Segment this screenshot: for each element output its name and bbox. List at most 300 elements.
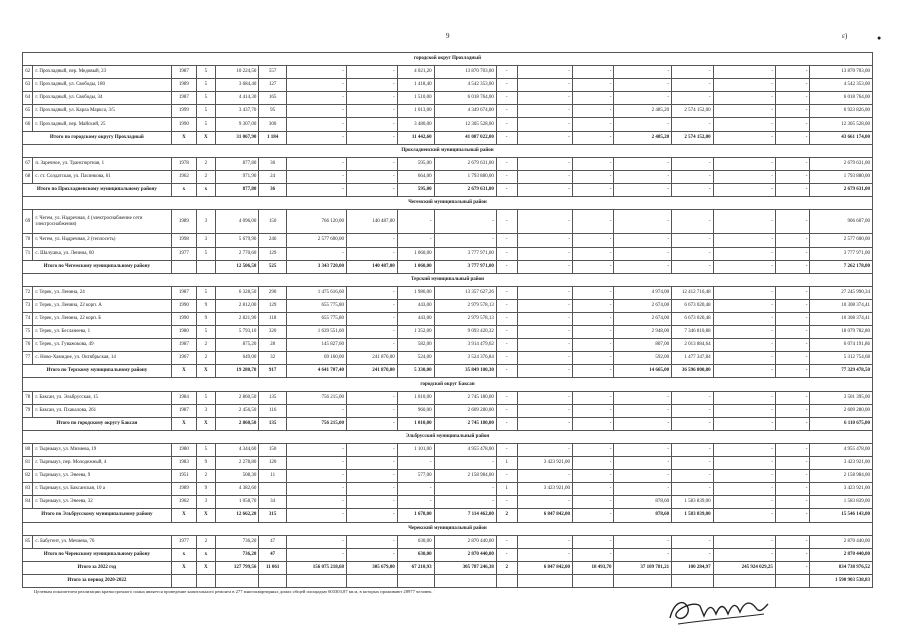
table-row xyxy=(23,79,873,92)
cell-c9: 2 013 884,64 xyxy=(672,339,714,352)
grand-res: 11 061 xyxy=(259,561,287,574)
table-row xyxy=(23,352,873,365)
cell-c2: - xyxy=(346,79,397,92)
cell-c7: - xyxy=(572,470,614,483)
row-number: 66 xyxy=(23,118,33,131)
cell-c3: 582,00 xyxy=(397,339,434,352)
total-c1: - xyxy=(287,509,347,522)
total-c7: - xyxy=(572,509,614,522)
row-number: 72 xyxy=(23,286,33,299)
cell-c2: - xyxy=(346,391,397,404)
total-c11: - xyxy=(775,548,810,561)
total-c4: 35 849 100,30 xyxy=(434,365,496,378)
table-row xyxy=(23,247,873,260)
section-title: Черекский муниципальный район xyxy=(23,522,873,535)
section-header xyxy=(23,522,873,535)
cell-total: 1 583 839,00 xyxy=(810,496,873,509)
cell-floors: 3 xyxy=(197,234,215,247)
grand-floors: X xyxy=(197,561,215,574)
cell-c1: 69 160,00 xyxy=(287,352,347,365)
total-total: 7 262 178,00 xyxy=(810,260,873,273)
cell-c10: - xyxy=(713,234,775,247)
total-c4: 2 679 631,00 xyxy=(434,183,496,196)
total-c11: - xyxy=(775,260,810,273)
cell-c9: 2 574 152,00 xyxy=(672,105,714,118)
total-c4: 2 870 440,00 xyxy=(434,548,496,561)
row-number: 69 xyxy=(23,210,33,234)
grand-c7: 18 493,70 xyxy=(572,561,614,574)
cell-area: 6 328,50 xyxy=(215,286,259,299)
cell-c8: - xyxy=(614,470,672,483)
cell-c7: - xyxy=(572,234,614,247)
cell-c10: - xyxy=(713,170,775,183)
cell-c8: 2 485,20 xyxy=(614,105,672,118)
cell-area: 2 770,60 xyxy=(215,247,259,260)
total-year: X xyxy=(171,417,196,430)
total-c5: - xyxy=(496,183,517,196)
cell-c11: - xyxy=(775,313,810,326)
cell-c8: - xyxy=(614,170,672,183)
cell-c9: - xyxy=(672,457,714,470)
row-number: 68 xyxy=(23,170,33,183)
cell-total: 6 923 826,00 xyxy=(810,105,873,118)
cell-year: 1967 xyxy=(171,352,196,365)
cell-c5: - xyxy=(496,535,517,548)
grand-c9 xyxy=(672,574,714,587)
cell-c7: - xyxy=(572,457,614,470)
cell-total: 3 423 921,00 xyxy=(810,483,873,496)
total-label: Итого по Терскому муниципальному району xyxy=(23,365,172,378)
cell-c1: - xyxy=(287,170,347,183)
row-number: 82 xyxy=(23,470,33,483)
address-cell: г. Тырныауз, ул. Мизиева, 19 xyxy=(33,443,171,456)
total-total: 6 110 675,00 xyxy=(810,417,873,430)
table-row xyxy=(23,470,873,483)
cell-c5: - xyxy=(496,234,517,247)
total-total: 2 679 631,00 xyxy=(810,183,873,196)
address-cell: г. Терек, ул. Бесланеева, 1 xyxy=(33,326,171,339)
cell-area: 736,20 xyxy=(215,535,259,548)
section-title: Чегемский муниципальный район xyxy=(23,197,873,210)
cell-c5: - xyxy=(496,105,517,118)
cell-c4: 13 870 703,00 xyxy=(434,66,496,79)
cell-res: 246 xyxy=(259,234,287,247)
cell-area: 5 793,10 xyxy=(215,326,259,339)
cell-c3: - xyxy=(397,457,434,470)
cell-area: 1 058,70 xyxy=(215,496,259,509)
cell-c7: - xyxy=(572,391,614,404)
cell-c5: 1 xyxy=(496,483,517,496)
total-label: Итого по городскому округу Прохладный xyxy=(23,131,172,144)
cell-c10: - xyxy=(713,66,775,79)
cell-c7: - xyxy=(572,313,614,326)
total-c7: - xyxy=(572,365,614,378)
grand-c8 xyxy=(614,574,672,587)
total-c7: - xyxy=(572,548,614,561)
total-c6: 6 847 842,00 xyxy=(517,509,572,522)
grand-c11 xyxy=(775,574,810,587)
cell-c2: - xyxy=(346,443,397,456)
cell-c10: - xyxy=(713,157,775,170)
cell-c6: - xyxy=(517,313,572,326)
total-year: X xyxy=(171,131,196,144)
total-res: 525 xyxy=(259,260,287,273)
total-c1: 756 215,00 xyxy=(287,417,347,430)
cell-c6: - xyxy=(517,496,572,509)
grand-floors xyxy=(197,574,215,587)
cell-c11: - xyxy=(775,457,810,470)
cell-c11: - xyxy=(775,299,810,312)
cell-c5: - xyxy=(496,79,517,92)
row-number: 71 xyxy=(23,247,33,260)
cell-total: 10 308 374,41 xyxy=(810,299,873,312)
total-c4: 2 745 180,00 xyxy=(434,417,496,430)
total-area: 2 860,50 xyxy=(215,417,259,430)
cell-floors: 5 xyxy=(197,118,215,131)
cell-c8: - xyxy=(614,391,672,404)
total-c2: - xyxy=(346,548,397,561)
cell-res: 129 xyxy=(259,299,287,312)
cell-c6: - xyxy=(517,118,572,131)
row-number: 73 xyxy=(23,299,33,312)
cell-c4: 2 609 280,00 xyxy=(434,404,496,417)
cell-c4: - xyxy=(434,234,496,247)
cell-c3: 595,00 xyxy=(397,157,434,170)
row-number: 75 xyxy=(23,326,33,339)
grand-c11: - xyxy=(775,561,810,574)
total-floors: x xyxy=(197,183,215,196)
cell-floors: 5 xyxy=(197,286,215,299)
cell-c1: - xyxy=(287,457,347,470)
total-c6: - xyxy=(517,183,572,196)
total-c10: - xyxy=(713,260,775,273)
cell-c5: - xyxy=(496,313,517,326)
total-c6: - xyxy=(517,365,572,378)
cell-res: 300 xyxy=(259,118,287,131)
cell-c2: - xyxy=(346,326,397,339)
grand-total-row xyxy=(23,574,873,587)
total-year xyxy=(171,260,196,273)
total-c4: 7 114 462,00 xyxy=(434,509,496,522)
cell-c1: - xyxy=(287,483,347,496)
cell-res: 135 xyxy=(259,391,287,404)
cell-area: 649,00 xyxy=(215,352,259,365)
total-c10: - xyxy=(713,417,775,430)
section-total-row xyxy=(23,260,873,273)
cell-c1: - xyxy=(287,79,347,92)
cell-floors: 5 xyxy=(197,79,215,92)
cell-year: 1990 xyxy=(171,299,196,312)
cell-c7: - xyxy=(572,326,614,339)
cell-year: 1977 xyxy=(171,535,196,548)
cell-c1: - xyxy=(287,118,347,131)
row-number: 81 xyxy=(23,457,33,470)
cell-total: 2 870 440,00 xyxy=(810,535,873,548)
table-row xyxy=(23,286,873,299)
cell-total: 4 542 353,00 xyxy=(810,79,873,92)
cell-c6: - xyxy=(517,210,572,234)
cell-c5: - xyxy=(496,170,517,183)
capital-repair-table xyxy=(22,52,873,588)
footnote: Целевым показателем реализации краткосрочного плана является проведение капитального ремонта в 277 многоквартирных домах общей площадью 603303,87 кв.м, в которых проживают 28977 человек. xyxy=(34,589,433,594)
total-c9: 36 596 800,80 xyxy=(672,365,714,378)
cell-c11: - xyxy=(775,535,810,548)
cell-c9: - xyxy=(672,483,714,496)
grand-c6: 6 847 842,00 xyxy=(517,561,572,574)
cell-c10: - xyxy=(713,352,775,365)
cell-c4: 2 979 578,13 xyxy=(434,313,496,326)
cell-c10: - xyxy=(713,118,775,131)
cell-c9: - xyxy=(672,210,714,234)
cell-floors: 9 xyxy=(197,483,215,496)
table-row xyxy=(23,339,873,352)
cell-c9: - xyxy=(672,234,714,247)
cell-year: 1987 xyxy=(171,339,196,352)
cell-c8: - xyxy=(614,92,672,105)
cell-c1: - xyxy=(287,157,347,170)
total-c8: - xyxy=(614,183,672,196)
grand-total: 1 590 903 538,83 xyxy=(810,574,873,587)
cell-c10: - xyxy=(713,457,775,470)
cell-res: 165 xyxy=(259,92,287,105)
cell-year: 1990 xyxy=(171,313,196,326)
cell-area: 9 307,00 xyxy=(215,118,259,131)
cell-c3: 1 060,00 xyxy=(397,247,434,260)
cell-c5: - xyxy=(496,210,517,234)
cell-res: 24 xyxy=(259,170,287,183)
table-row xyxy=(23,66,873,79)
grand-year: X xyxy=(171,561,196,574)
cell-c4: - xyxy=(434,210,496,234)
cell-c8: 2 674,00 xyxy=(614,299,672,312)
cell-floors: 2 xyxy=(197,170,215,183)
cell-total: 1 793 880,00 xyxy=(810,170,873,183)
cell-c9: 6 673 020,48 xyxy=(672,313,714,326)
table-row xyxy=(23,105,873,118)
cell-c8: - xyxy=(614,234,672,247)
cell-c2: 140 487,00 xyxy=(346,210,397,234)
cell-total: 4 955 478,00 xyxy=(810,443,873,456)
grand-c5: 2 xyxy=(496,561,517,574)
cell-c1: - xyxy=(287,247,347,260)
total-c11: - xyxy=(775,131,810,144)
row-number: 79 xyxy=(23,404,33,417)
total-total: 43 661 174,00 xyxy=(810,131,873,144)
table-row xyxy=(23,313,873,326)
cell-c6: - xyxy=(517,286,572,299)
total-year: X xyxy=(171,365,196,378)
grand-c5 xyxy=(496,574,517,587)
address-cell: г. Прохладный, ул. Карла Маркса, 3/5 xyxy=(33,105,171,118)
cell-c5: - xyxy=(496,470,517,483)
table-row xyxy=(23,210,873,234)
section-header xyxy=(23,197,873,210)
total-total: 2 870 440,00 xyxy=(810,548,873,561)
address-cell: г. Прохладный, ул. Свободы, 180 xyxy=(33,79,171,92)
total-c4: 41 087 022,00 xyxy=(434,131,496,144)
cell-res: 127 xyxy=(259,79,287,92)
total-c9: - xyxy=(672,417,714,430)
address-cell: г. Терек, ул. Ленина, 22 корп. Б xyxy=(33,313,171,326)
cell-c3: - xyxy=(397,496,434,509)
cell-c8: 878,60 xyxy=(614,496,672,509)
cell-floors: 5 xyxy=(197,443,215,456)
cell-c11: - xyxy=(775,92,810,105)
total-res: 36 xyxy=(259,183,287,196)
total-area: 877,80 xyxy=(215,183,259,196)
cell-c5: - xyxy=(496,496,517,509)
cell-c1: 766 120,00 xyxy=(287,210,347,234)
cell-c3: 3 480,00 xyxy=(397,118,434,131)
cell-c1: - xyxy=(287,470,347,483)
cell-floors: 5 xyxy=(197,66,215,79)
cell-c6: - xyxy=(517,339,572,352)
cell-total: 27 245 990,34 xyxy=(810,286,873,299)
cell-c3: 443,00 xyxy=(397,299,434,312)
cell-res: 47 xyxy=(259,535,287,548)
cell-floors: 9 xyxy=(197,457,215,470)
table-row xyxy=(23,535,873,548)
cell-c10: - xyxy=(713,339,775,352)
cell-c2: - xyxy=(346,247,397,260)
cell-c8: - xyxy=(614,404,672,417)
cell-c9: - xyxy=(672,92,714,105)
cell-c2: - xyxy=(346,339,397,352)
total-res: 917 xyxy=(259,365,287,378)
cell-c5: - xyxy=(496,391,517,404)
total-res: 135 xyxy=(259,417,287,430)
cell-floors: 5 xyxy=(197,105,215,118)
total-c3: 1 060,00 xyxy=(397,260,434,273)
row-number: 85 xyxy=(23,535,33,548)
cell-c11: - xyxy=(775,234,810,247)
total-c10: - xyxy=(713,365,775,378)
cell-c10: - xyxy=(713,92,775,105)
cell-c9: - xyxy=(672,443,714,456)
cell-area: 4 414,30 xyxy=(215,92,259,105)
grand-c6 xyxy=(517,574,572,587)
address-cell: г. Чегем, ул. Надречная, 2 (теплосеть) xyxy=(33,234,171,247)
cell-c2: - xyxy=(346,299,397,312)
cell-c1: 1 639 551,60 xyxy=(287,326,347,339)
cell-c7: - xyxy=(572,299,614,312)
cell-year: 1962 xyxy=(171,170,196,183)
address-cell: г. Терек, ул. Ленина, 22 корп. А xyxy=(33,299,171,312)
total-floors xyxy=(197,260,215,273)
cell-year: 1987 xyxy=(171,92,196,105)
cell-c5: - xyxy=(496,352,517,365)
cell-c3: 1 986,00 xyxy=(397,286,434,299)
cell-c5: 1 xyxy=(496,457,517,470)
cell-c9: 1 477 347,84 xyxy=(672,352,714,365)
cell-c7: - xyxy=(572,339,614,352)
cell-c5: - xyxy=(496,92,517,105)
cell-total: 6 074 191,86 xyxy=(810,339,873,352)
cell-floors: 2 xyxy=(197,470,215,483)
cell-c7: - xyxy=(572,157,614,170)
cell-floors: 2 xyxy=(197,339,215,352)
cell-year: 1984 xyxy=(171,391,196,404)
total-label: Итого по Прохладненскому муниципальному району xyxy=(23,183,172,196)
table-row xyxy=(23,391,873,404)
cell-c8: - xyxy=(614,457,672,470)
cell-c5: - xyxy=(496,443,517,456)
grand-total-label: Итого за 2022 год xyxy=(23,561,172,574)
cell-res: 34 xyxy=(259,496,287,509)
cell-c7: - xyxy=(572,247,614,260)
cell-c4: 4 542 353,00 xyxy=(434,79,496,92)
grand-c8: 37 109 781,21 xyxy=(614,561,672,574)
cell-area: 2 278,80 xyxy=(215,457,259,470)
total-c3: 1 010,00 xyxy=(397,417,434,430)
total-c10: - xyxy=(713,183,775,196)
cell-c5: - xyxy=(496,286,517,299)
cell-c4: 2 870 440,00 xyxy=(434,535,496,548)
grand-c2: 305 679,00 xyxy=(346,561,397,574)
cell-c3: 960,00 xyxy=(397,404,434,417)
cell-c1: 1 475 616,60 xyxy=(287,286,347,299)
cell-floors: 3 xyxy=(197,210,215,234)
cell-floors: 5 xyxy=(197,92,215,105)
total-area: 12 662,20 xyxy=(215,509,259,522)
cell-c3: 1 013,00 xyxy=(397,105,434,118)
cell-year: 1951 xyxy=(171,470,196,483)
row-number: 74 xyxy=(23,313,33,326)
cell-c1: - xyxy=(287,443,347,456)
total-c6: - xyxy=(517,260,572,273)
grand-c4 xyxy=(434,574,496,587)
section-title: городской округ Баксан xyxy=(23,378,873,391)
total-label: Итого по городскому округу Баксан xyxy=(23,417,172,430)
cell-c10: - xyxy=(713,404,775,417)
cell-c11: - xyxy=(775,118,810,131)
total-floors: X xyxy=(197,509,215,522)
cell-c10: - xyxy=(713,483,775,496)
cell-c11: - xyxy=(775,352,810,365)
cell-area: 3 437,70 xyxy=(215,105,259,118)
cell-area: 3 684,40 xyxy=(215,79,259,92)
total-label: Итого по Эльбрусскому муниципальному району xyxy=(23,509,172,522)
total-c2: - xyxy=(346,131,397,144)
cell-res: 150 xyxy=(259,210,287,234)
cell-res: 116 xyxy=(259,404,287,417)
cell-total: 2 577 600,00 xyxy=(810,234,873,247)
cell-c5: - xyxy=(496,339,517,352)
cell-c11: - xyxy=(775,286,810,299)
total-c5: - xyxy=(496,131,517,144)
cell-c5: - xyxy=(496,299,517,312)
grand-c2 xyxy=(346,574,397,587)
cell-total: 2 679 631,00 xyxy=(810,157,873,170)
cell-c2: - xyxy=(346,457,397,470)
total-c3: 1 678,00 xyxy=(397,509,434,522)
cell-floors: 9 xyxy=(197,313,215,326)
total-c9: - xyxy=(672,548,714,561)
cell-c6: - xyxy=(517,105,572,118)
cell-c11: - xyxy=(775,339,810,352)
cell-c2: - xyxy=(346,535,397,548)
cell-year: 1980 xyxy=(171,443,196,456)
section-total-row xyxy=(23,417,873,430)
total-c8: - xyxy=(614,548,672,561)
cell-c4: 9 093 420,32 xyxy=(434,326,496,339)
total-c5: - xyxy=(496,417,517,430)
address-cell: г. Прохладный, пер. Медовый, 23 xyxy=(33,66,171,79)
cell-c8: - xyxy=(614,483,672,496)
grand-c9: 100 284,97 xyxy=(672,561,714,574)
cell-c7: - xyxy=(572,352,614,365)
cell-c4: 1 793 880,00 xyxy=(434,170,496,183)
